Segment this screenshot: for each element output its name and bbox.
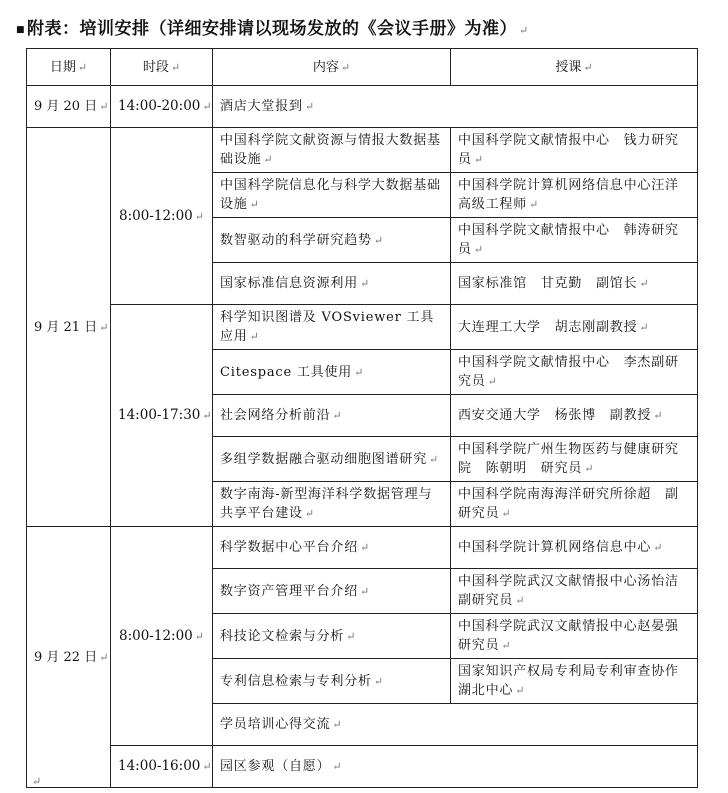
content-cell: 多组学数据融合驱动细胞图谱研究 ↵ [213,437,451,482]
content-cell: 中国科学院信息化与科学大数据基础设施 ↵ [213,173,451,218]
speaker-cell: 中国科学院广州生物医药与健康研究院 陈朝明 研究员 ↵ [451,437,698,482]
paragraph-mark-icon: ↵ [32,775,42,788]
document-title [16,14,529,39]
bullet-icon: ■ [16,24,26,35]
content-cell: 数字资产管理平台介绍 ↵ [213,569,451,614]
header-speaker: 授课 ↵ [451,49,698,86]
date-cell: 9 月 21 日 ↵ [27,128,111,527]
title-text: 附表：培训安排（详细安排请以现场发放的《会议手册》为准） [27,19,518,39]
content-cell: 科学数据中心平台介绍 ↵ [213,527,451,569]
table-row [27,305,698,350]
content-cell: 酒店大堂报到 ↵ [213,86,698,128]
content-cell: 学员培训心得交流 ↵ [213,704,698,746]
header-date: 日期 ↵ [27,49,111,86]
content-cell: 科技论文检索与分析 ↵ [213,614,451,659]
header-content: 内容 ↵ [213,49,451,86]
speaker-cell: 国家标准馆 甘克勤 副馆长 ↵ [451,263,698,305]
content-cell: Citespace 工具使用 ↵ [213,350,451,395]
period-cell: 8:00-12:00 ↵ [111,527,213,746]
schedule-table [26,48,698,788]
table-row [27,86,698,128]
speaker-cell: 中国科学院文献情报中心 韩涛研究员 ↵ [451,218,698,263]
content-cell: 国家标准信息资源利用 ↵ [213,263,451,305]
content-cell: 科学知识图谱及 VOSviewer 工具应用 ↵ [213,305,451,350]
period-cell: 14:00-17:30 ↵ [111,305,213,527]
speaker-cell: 大连理工大学 胡志刚副教授 ↵ [451,305,698,350]
speaker-cell: 中国科学院计算机网络信息中心汪洋 高级工程师 ↵ [451,173,698,218]
speaker-cell: 中国科学院武汉文献情报中心汤怡洁 副研究员 ↵ [451,569,698,614]
date-cell: 9 月 22 日 ↵ [27,527,111,788]
period-cell: 14:00-20:00 ↵ [111,86,213,128]
table-row [27,128,698,173]
content-cell: 中国科学院文献资源与情报大数据基础设施 ↵ [213,128,451,173]
content-cell: 园区参观（自愿） ↵ [213,746,698,788]
schedule-body [27,86,698,788]
content-cell: 社会网络分析前沿 ↵ [213,395,451,437]
content-cell: 数智驱动的科学研究趋势 ↵ [213,218,451,263]
content-cell: 数字南海-新型海洋科学数据管理与共享平台建设 ↵ [213,482,451,527]
header-period: 时段 ↵ [111,49,213,86]
speaker-cell: 中国科学院武汉文献情报中心赵晏强 研究员 ↵ [451,614,698,659]
table-row [27,527,698,569]
speaker-cell: 国家知识产权局专利局专利审查协作湖北中心 ↵ [451,659,698,704]
paragraph-mark-icon: ↵ [519,24,529,37]
period-cell: 8:00-12:00 ↵ [111,128,213,305]
period-cell: 14:00-16:00 ↵ [111,746,213,788]
table-row [27,746,698,788]
content-cell: 专利信息检索与专利分析 ↵ [213,659,451,704]
speaker-cell: 中国科学院文献情报中心 李杰副研究员 ↵ [451,350,698,395]
speaker-cell: 中国科学院南海海洋研究所徐超 副研究员 ↵ [451,482,698,527]
speaker-cell: 中国科学院计算机网络信息中心 ↵ [451,527,698,569]
table-header-row [27,49,698,86]
speaker-cell: 西安交通大学 杨张博 副教授 ↵ [451,395,698,437]
speaker-cell: 中国科学院文献情报中心 钱力研究员 ↵ [451,128,698,173]
date-cell: 9 月 20 日 ↵ [27,86,111,128]
